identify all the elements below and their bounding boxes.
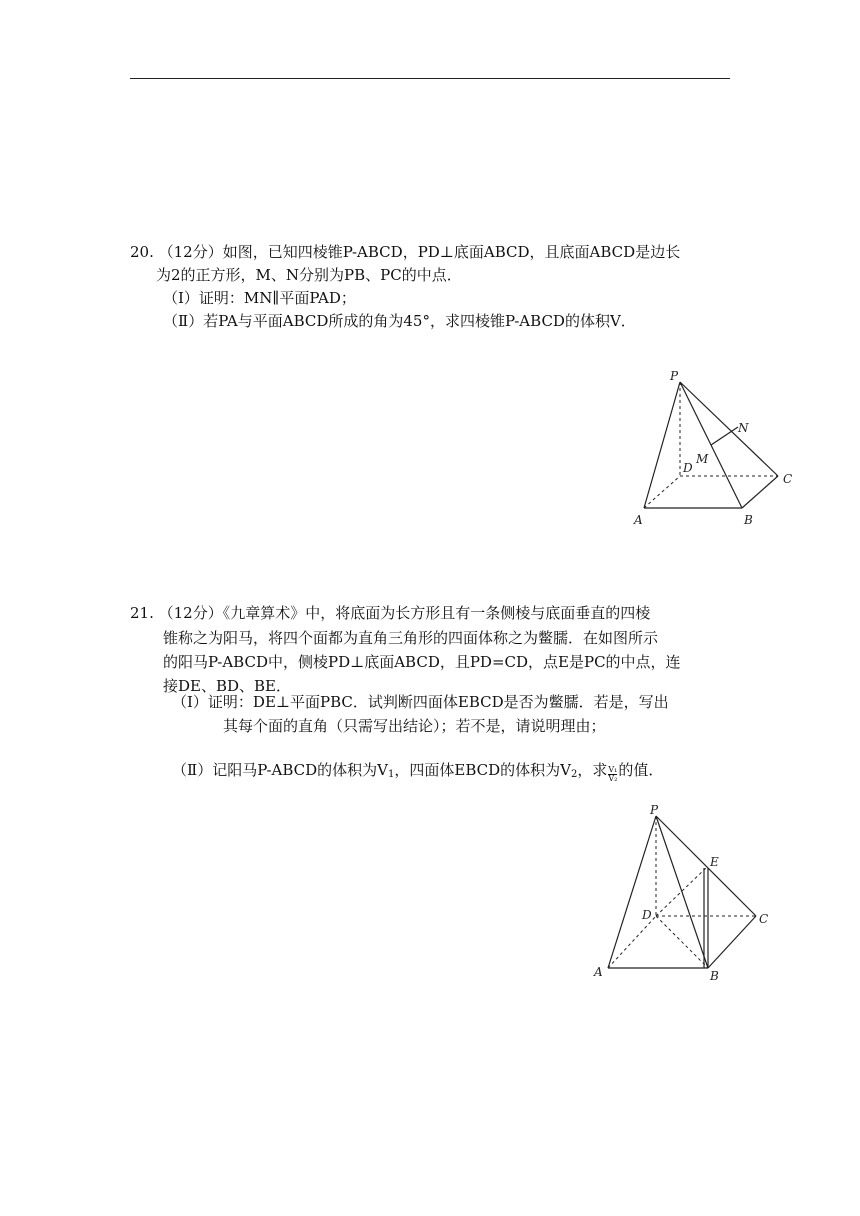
label-A: A (594, 965, 603, 979)
v2-subscript: 2 (570, 769, 578, 780)
q20-line-2: 为2的正方形，M、N分别为PB、PC的中点． (156, 266, 462, 284)
q21-part-2-post: 的值． (618, 761, 664, 779)
q21-yangma-figure (590, 800, 790, 990)
fraction-numerator: V₁ (608, 765, 618, 774)
q21-part-2-pre: （Ⅱ）记阳马P-ABCD的体积为V (172, 761, 389, 779)
q20-line-1: 20. （12分）如图，已知四棱锥P-ABCD，PD⊥底面ABCD，且底面ABCD是边长 (130, 243, 681, 261)
q21-line-1: 21. （12分）《九章算术》中，将底面为长方形且有一条侧棱与底面垂直的四棱 (130, 604, 651, 622)
label-B: B (744, 513, 753, 527)
q20-pyramid-figure (620, 360, 800, 530)
label-C: C (783, 472, 793, 486)
q21-part-2 (172, 760, 663, 785)
q21-part-1a: （Ⅰ）证明：DE⊥平面PBC．试判断四面体EBCD是否为鳖臑．若是，写出 (172, 693, 669, 711)
label-C: C (759, 912, 769, 926)
label-N: N (738, 421, 749, 435)
volume-ratio-fraction (608, 766, 617, 783)
q21-part-2-ask: ，求 (577, 761, 608, 779)
header-rule (130, 78, 730, 79)
q20-part-2: （Ⅱ）若PA与平面ABCD所成的角为45°，求四棱锥P-ABCD的体积V． (163, 312, 636, 330)
fraction-denominator: V₂ (608, 774, 618, 783)
q20-part-1: （Ⅰ）证明：MN∥平面PAD； (163, 289, 356, 307)
q21-line-2: 锥称之为阳马，将四个面都为直角三角形的四面体称之为鳖臑．在如图所示 (163, 629, 659, 647)
label-M: M (696, 452, 709, 466)
label-E: E (710, 855, 719, 869)
q21-line-3: 的阳马P-ABCD中，侧棱PD⊥底面ABCD，且PD=CD，点E是PC的中点，连 (163, 653, 681, 671)
label-D: D (642, 908, 652, 922)
label-P: P (670, 369, 679, 383)
q21-part-2-mid: ，四面体EBCD的体积为V (394, 761, 571, 779)
label-P: P (650, 803, 659, 817)
label-B: B (710, 969, 719, 983)
q21-part-1b: 其每个面的直角（只需写出结论）；若不是，请说明理由； (223, 717, 606, 735)
q21-line-4: 接DE、BD、BE． (163, 677, 291, 695)
label-A: A (634, 513, 643, 527)
label-D: D (683, 461, 693, 475)
v1-subscript: 1 (388, 769, 395, 780)
